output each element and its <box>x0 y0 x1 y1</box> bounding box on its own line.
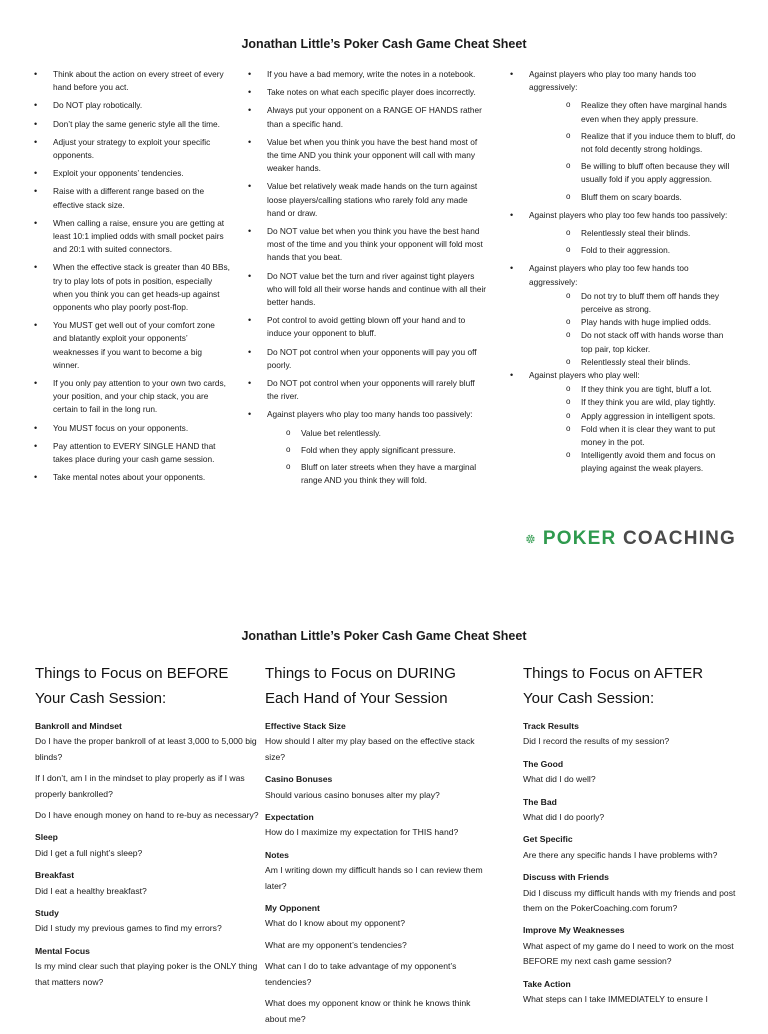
bullet-item <box>510 262 736 369</box>
entry-label: Notes <box>265 849 289 860</box>
section-heading <box>35 661 263 711</box>
entry-label: Take Action <box>523 978 571 989</box>
checklist-entry <box>523 923 751 969</box>
group-label: Against players who play too few hands too aggressively: <box>529 263 689 287</box>
checklist-entry <box>265 901 493 1027</box>
entry-question: What are my opponent’s tendencies? <box>265 939 407 950</box>
entry-question: What does my opponent know or think he knows think about me? <box>265 998 471 1024</box>
sub-list <box>529 227 736 257</box>
bullet-item: • Do NOT pot control when your opponents will pay you off poorly. <box>248 346 488 372</box>
entry-question: How should I alter my play based on the effective stack size? <box>265 736 475 762</box>
bullet-item: • Do NOT value bet the turn and river against tight players who will fold all their worse hands and continue with all their better hands. <box>248 270 488 310</box>
sub-list <box>529 290 736 369</box>
sub-bullet-item: o Bluff on later streets when they have a marginal range AND you think they will fold. <box>267 461 488 487</box>
entry-question: What did I do well? <box>523 774 596 785</box>
entry-question: Is my mind clear such that playing poker is the ONLY thing that matters now? <box>35 961 258 987</box>
sub-bullet-item: o If they think you are tight, bluff a lot. <box>529 383 736 396</box>
checklist-entry <box>523 832 751 863</box>
entry-question: Should various casino bonuses alter my play? <box>265 789 440 800</box>
sub-bullet-item: o Realize that if you induce them to bluff, do not fold decently strong holdings. <box>529 130 736 156</box>
bullet-item: • Raise with a different range based on the effective stack size. <box>34 185 230 211</box>
entry-label: Effective Stack Size <box>265 721 346 731</box>
tips-column-3 <box>510 68 736 476</box>
after-session-column <box>523 661 751 1015</box>
entry-label: Track Results <box>523 721 579 731</box>
sub-bullet-item: o Apply aggression in intelligent spots. <box>529 410 736 423</box>
bullet-item: • Always put your opponent on a RANGE OF HANDS rather than a specific hand. <box>248 104 488 130</box>
bullet-item: • Don’t play the same generic style all the time. <box>34 118 230 131</box>
sub-bullet-item: o Fold when it is clear they want to put money in the pot. <box>529 423 736 449</box>
logo-word-poker: POKER <box>542 528 617 549</box>
logo-word-coaching: COACHING <box>622 528 736 549</box>
bullet-item: • Adjust your strategy to exploit your specific opponents. <box>34 136 230 162</box>
sub-bullet-item: o Relentlessly steal their blinds. <box>529 227 736 240</box>
sub-bullet-item: o Do not try to bluff them off hands they perceive as strong. <box>529 290 736 316</box>
bullet-item: • Pot control to avoid getting blown off your hand and to induce your opponent to bluff. <box>248 314 488 340</box>
sub-bullet-item: o Value bet relentlessly. <box>267 427 488 440</box>
entry-question: Did I discuss my difficult hands with my friends and post them on the PokerCoaching.com forum? <box>523 887 736 914</box>
bullet-item: • Do NOT play robotically. <box>34 99 230 112</box>
bullet-item <box>510 369 736 476</box>
bullet-item: • You MUST focus on your opponents. <box>34 422 230 435</box>
tips-list <box>248 68 488 487</box>
bullet-item: • If you have a bad memory, write the notes in a notebook. <box>248 68 488 81</box>
bullet-item: • Do NOT pot control when your opponents will rarely bluff the river. <box>248 377 488 403</box>
sub-bullet-item: o Fold when they apply significant pressure. <box>267 444 488 457</box>
entry-question: What do I know about my opponent? <box>265 918 405 929</box>
tips-column-2 <box>248 68 488 492</box>
bullet-item <box>510 209 736 258</box>
entry-question: What steps can I take IMMEDIATELY to ensure I <box>523 994 708 1005</box>
sub-bullet-item: o Intelligently avoid them and focus on playing against the weak players. <box>529 449 736 475</box>
bullet-item <box>248 408 488 487</box>
tips-list <box>510 68 736 476</box>
entry-label: Discuss with Friends <box>523 872 609 883</box>
entry-label: The Bad <box>523 796 557 807</box>
checklist-entry <box>523 757 751 788</box>
entry-question: Did I record the results of my session? <box>523 736 670 747</box>
bullet-item: • If you only pay attention to your own two cards, your position, and your chip stack, you are certain to fail in the long run. <box>34 377 230 417</box>
checklist-entry <box>523 719 751 750</box>
entry-label: Mental Focus <box>35 945 90 956</box>
poker-chip-icon <box>526 519 535 559</box>
logo-wordmark <box>543 528 736 550</box>
bullet-item: • When the effective stack is greater than 40 BBs, try to play lots of pots in position, especially when you think you can get heads-up against opponents who play poorly post-flop. <box>34 261 230 314</box>
entry-question: How do I maximize my expectation for THIS hand? <box>265 827 459 838</box>
heading-line: Things to Focus on BEFORE <box>35 665 229 682</box>
entry-label: Breakfast <box>35 870 75 881</box>
before-session-column <box>35 661 263 997</box>
bullet-item: • When calling a raise, ensure you are getting at least 10:1 implied odds with small pocket pairs and 20:1 with suited connectors. <box>34 217 230 257</box>
group-label: Against players who play too few hands too passively: <box>529 209 728 220</box>
entry-question: Do I have enough money on hand to re-buy as necessary? <box>35 810 259 821</box>
sub-list <box>529 99 736 203</box>
entry-question: Do I have the proper bankroll of at least 3,000 to 5,000 big blinds? <box>35 736 257 762</box>
checklist-entry <box>35 906 263 937</box>
bullet-item: • Take mental notes about your opponents. <box>34 471 230 484</box>
bullet-item: • Do NOT value bet when you think you have the best hand most of the time and you think your opponent will fold most hands that you beat. <box>248 225 488 265</box>
entry-question: Are there any specific hands I have problems with? <box>523 849 718 860</box>
entry-label: Get Specific <box>523 834 573 845</box>
bullet-item: • Take notes on what each specific player does incorrectly. <box>248 86 488 99</box>
bullet-item: • Value bet relatively weak made hands on the turn against loose players/calling stations who rarely fold any made hand or draw. <box>248 180 488 220</box>
heading-line: Your Cash Session: <box>35 690 167 707</box>
poker-coaching-logo <box>526 519 736 559</box>
checklist-entry <box>35 719 263 823</box>
group-label: Against players who play too many hands too aggressively: <box>529 69 696 93</box>
entry-label: Study <box>35 908 59 919</box>
entries-list <box>265 719 493 1027</box>
heading-line: Your Cash Session: <box>523 690 655 707</box>
entry-label: Bankroll and Mindset <box>35 721 122 731</box>
entry-label: Casino Bonuses <box>265 774 333 785</box>
entry-question: If I don’t, am I in the mindset to play properly as if I was properly bankrolled? <box>35 773 245 799</box>
entry-question: What did I do poorly? <box>523 812 605 823</box>
tips-list <box>34 68 230 484</box>
bullet-item: • Value bet when you think you have the best hand most of the time AND you think your opponent will call with many weaker hands. <box>248 136 488 176</box>
entry-label: My Opponent <box>265 903 320 914</box>
group-label: Against players who play well: <box>529 370 640 381</box>
section-heading <box>265 661 493 711</box>
bullet-item: • Pay attention to EVERY SINGLE HAND that takes place during your cash game session. <box>34 440 230 466</box>
sub-bullet-item: o Do not stack off with hands worse than top pair, top kicker. <box>529 329 736 355</box>
entry-question: Did I eat a healthy breakfast? <box>35 885 147 896</box>
entry-label: Expectation <box>265 812 314 823</box>
sub-bullet-item: o Bluff them on scary boards. <box>529 191 736 204</box>
checklist-entry <box>523 870 751 916</box>
sub-bullet-item: o Fold to their aggression. <box>529 244 736 257</box>
checklist-entry <box>35 868 263 899</box>
bullet-item: • Exploit your opponents’ tendencies. <box>34 167 230 180</box>
sub-bullet-item: o Play hands with huge implied odds. <box>529 316 736 329</box>
entry-label: Improve My Weaknesses <box>523 925 625 936</box>
section-heading <box>523 661 751 711</box>
heading-line: Things to Focus on AFTER <box>523 665 704 682</box>
bullet-item <box>510 68 736 204</box>
heading-line: Each Hand of Your Session <box>265 690 448 707</box>
checklist-entry <box>265 848 493 894</box>
sub-list <box>529 383 736 475</box>
entry-label: Sleep <box>35 832 58 843</box>
entry-label: The Good <box>523 758 564 769</box>
bullet-item: • Think about the action on every street of every hand before you act. <box>34 68 230 94</box>
heading-line: Things to Focus on DURING <box>265 665 456 682</box>
checklist-entry <box>523 795 751 826</box>
entry-question: Did I study my previous games to find my errors? <box>35 923 222 934</box>
checklist-entry <box>265 719 493 765</box>
entries-list <box>523 719 751 1008</box>
checklist-entry <box>265 772 493 803</box>
page-title: Jonathan Little’s Poker Cash Game Cheat Sheet <box>241 37 527 51</box>
checklist-entry <box>265 810 493 841</box>
entry-question: Did I get a full night’s sleep? <box>35 847 143 858</box>
group-label: Against players who play too many hands too passively: <box>267 409 473 420</box>
bullet-item: • You MUST get well out of your comfort zone and blatantly exploit your opponents’ weaknesses if you want to become a big winner. <box>34 319 230 372</box>
sub-bullet-item: o Be willing to bluff often because they will usually fold if you apply aggression. <box>529 160 736 186</box>
tips-column-1 <box>34 68 230 489</box>
page-title: Jonathan Little’s Poker Cash Game Cheat Sheet <box>241 629 527 643</box>
checklist-entry <box>523 977 751 1008</box>
entry-question: What aspect of my game do I need to work on the most BEFORE my next cash game session? <box>523 940 734 967</box>
sub-list <box>267 427 488 488</box>
checklist-entry <box>35 830 263 861</box>
sub-bullet-item: o If they think you are wild, play tightly. <box>529 396 736 409</box>
entries-list <box>35 719 263 990</box>
sub-bullet-item: o Realize they often have marginal hands even when they apply pressure. <box>529 99 736 125</box>
during-hand-column <box>265 661 493 1034</box>
checklist-entry <box>35 944 263 990</box>
sub-bullet-item: o Relentlessly steal their blinds. <box>529 356 736 369</box>
entry-question: What can I do to take advantage of my opponent’s tendencies? <box>265 961 457 987</box>
entry-question: Am I writing down my difficult hands so I can review them later? <box>265 865 483 891</box>
